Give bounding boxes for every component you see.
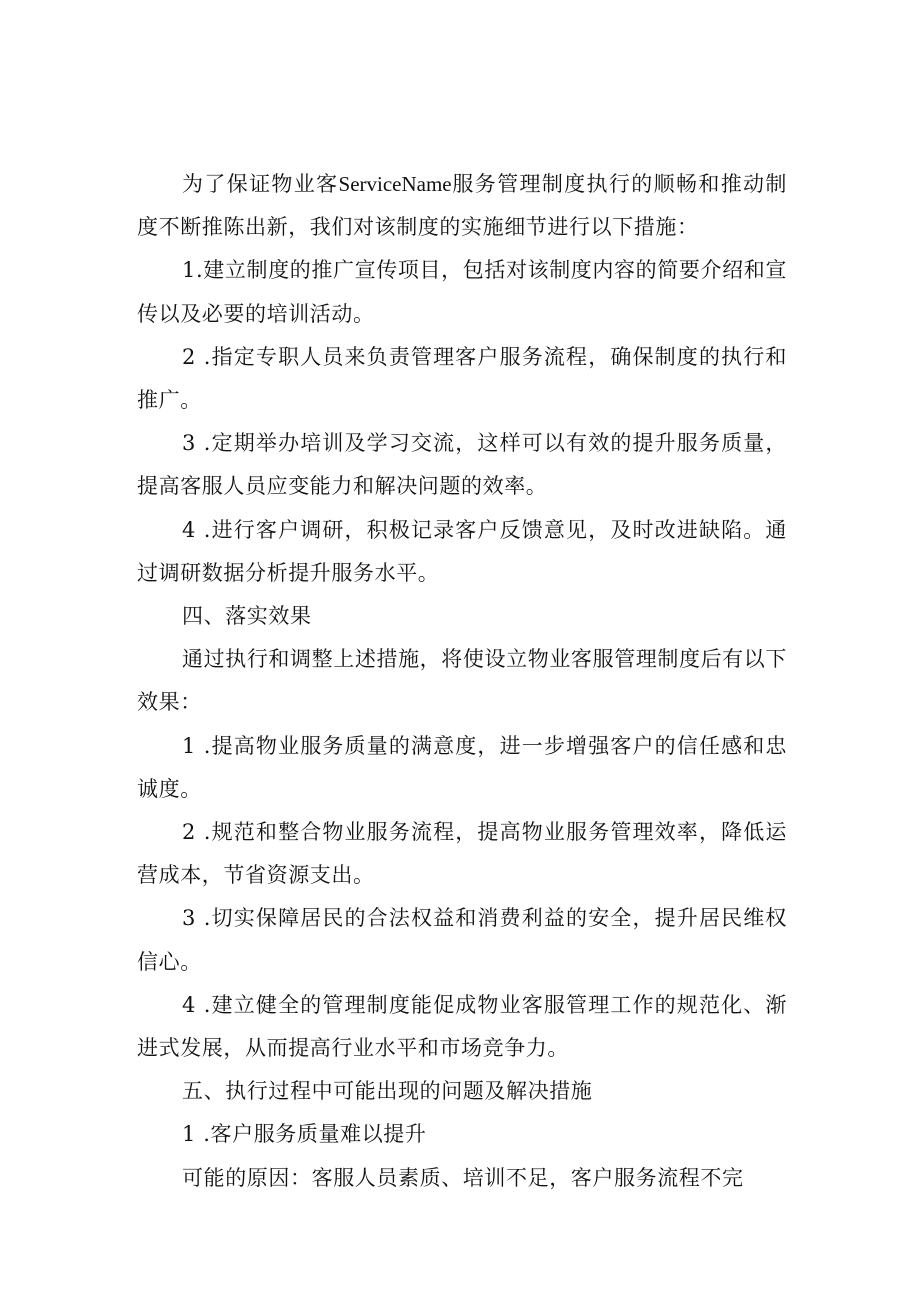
effect-item-2: 2 .规范和整合物业服务流程，提高物业服务管理效率，降低运营成本，节省资源支出。 [137,820,787,888]
measure-item-3: 3 .定期举办培训及学习交流，这样可以有效的提升服务质量，提高客服人员应变能力和解决问题的效率。 [137,431,787,499]
effect-item-3: 3 .切实保障居民的合法权益和消费利益的安全，提升居民维权信心。 [137,906,787,974]
effects-intro-paragraph: 通过执行和调整上述措施，将使设立物业客服管理制度后有以下效果： [137,647,787,715]
intro-prefix: 为了保证物业客 [182,172,339,196]
document-body [137,163,787,1200]
section-heading-problems: 五、执行过程中可能出现的问题及解决措施 [182,1079,593,1104]
measure-item-4: 4 .进行客户调研，积极记录客户反馈意见，及时改进缺陷。通过调研数据分析提升服务水平。 [137,517,787,585]
effect-item-4: 4 .建立健全的管理制度能促成物业客服管理工作的规范化、渐进式发展，从而提高行业水平和市场竞争力。 [137,992,787,1061]
problem-item-1: 1 .客户服务质量难以提升 [182,1122,427,1147]
measure-item-2: 2 .指定专职人员来负责管理客户服务流程，确保制度的执行和推广。 [137,344,787,413]
measure-item-1: 1.建立制度的推广宣传项目，包括对该制度内容的简要介绍和宣传以及必要的培训活动。 [137,258,787,326]
intro-text: 服务管理制度执行的顺畅和推动制度不断推陈出新，我们对该制度的实施细节进行以下措施： [137,172,788,240]
intro-paragraph [137,163,787,249]
effect-item-1: 1 .提高物业服务质量的满意度，进一步增强客户的信任感和忠诚度。 [137,733,787,801]
section-heading-effects: 四、落实效果 [182,604,312,629]
problem-1-cause-paragraph: 可能的原因：客服人员素质、培训不足，客户服务流程不完 [182,1165,744,1190]
service-name-term: ServiceName [338,172,452,196]
